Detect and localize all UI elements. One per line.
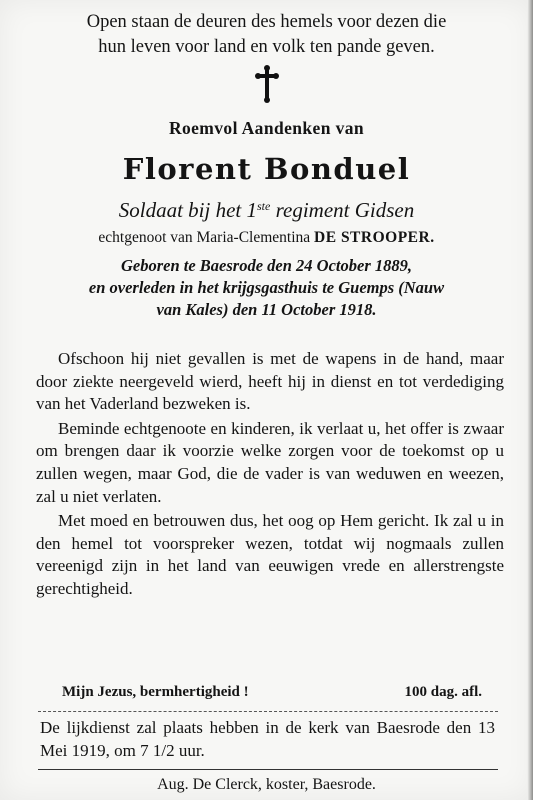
birth-death-info [0, 255, 533, 321]
paragraph-3: Met moed en betrouwen dus, het oog op Hem gericht. Ik zal u in den hemel tot voorspreker wezen, totdat wij nogmaals zullen vereenigd zijn in het land van eeuwigen vrede en allerstrengste gerechtigheid. [36, 511, 504, 598]
spouse-prefix: echtgenoot van Maria-Clementina [98, 229, 315, 246]
verse-line-2: hun leven voor land en volk ten pande geven. [98, 37, 435, 57]
rank-superscript: ste [257, 199, 271, 213]
rank-text-after: regiment Gidsen [270, 198, 415, 222]
memorial-text [36, 348, 504, 601]
card-heading: Roemvol Aandenken van [168, 118, 365, 138]
divider-top [38, 711, 498, 712]
birth-line-2: en overleden in het krijgsgasthuis te Guemps (Nauw [88, 278, 445, 297]
printer-credit: Aug. De Clerck, koster, Baesrode. [157, 776, 376, 793]
spouse-line [0, 229, 533, 247]
rank-text-before: Soldaat bij het 1 [118, 198, 258, 222]
birth-line-3: van Kales) den 11 October 1918. [156, 300, 377, 319]
divider-bottom [38, 769, 498, 770]
deceased-name: Florent Bonduel [122, 152, 411, 186]
opening-verse [0, 10, 533, 60]
paragraph-2: Beminde echtgenoote en kinderen, ik verlaat u, het offer is zwaar om brengen daar ik voorzie welke zorgen voor de toekomst op u zullen wegen, maar God, die de vader is van weduwen en weezen, zal u niet verlaten. [36, 418, 504, 506]
military-rank [0, 198, 533, 223]
paragraph-1: Ofschoon hij niet gevallen is met de wapens in de hand, maar door ziekte neergeveld wierd, heeft hij in dienst en tot verdediging van het Vaderland bezweken is. [36, 349, 504, 414]
cross-icon [0, 64, 533, 109]
indulgence-text: 100 dag. afl. [404, 684, 482, 700]
spouse-surname: DE STROOPER. [314, 229, 435, 246]
birth-line-1: Geboren te Baesrode den 24 October 1889, [120, 256, 412, 275]
funeral-notice: De lijkdienst zal plaats hebben in de kerk van Baesrode den 13 Mei 1919, om 7 1/2 uur. [40, 718, 495, 760]
prayer-text: Mijn Jezus, bermhertigheid ! [62, 684, 249, 700]
verse-line-1: Open staan de deuren des hemels voor dezen die [86, 12, 447, 32]
prayer-line [62, 684, 482, 701]
